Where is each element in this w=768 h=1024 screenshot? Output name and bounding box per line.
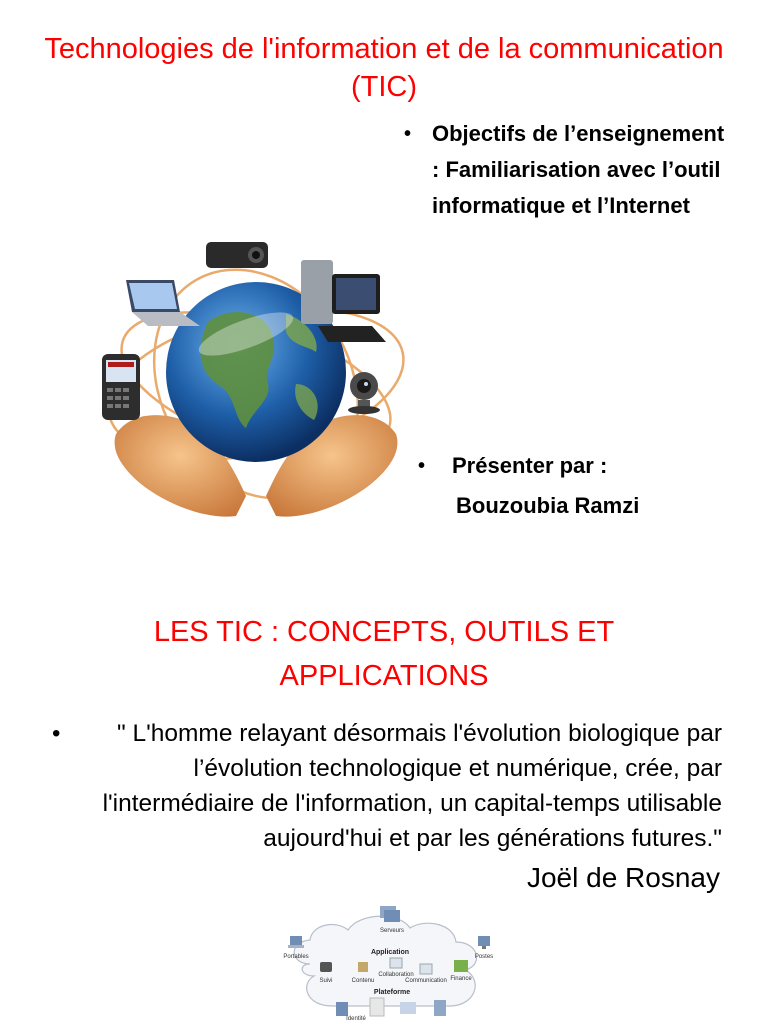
label-contenu: Contenu: [351, 978, 375, 984]
label-postes: Postes: [474, 954, 494, 960]
quote-text: " L'homme relayant désormais l'évolution biologique par l’évolution technologique et numérique, crée, par l'intermédiaire de l'information, un capital-temps utilisable aujourd'hui et par les générations futures.": [102, 720, 722, 852]
cloud-diagram: [270, 902, 510, 1024]
webcam-icon: [348, 372, 380, 414]
label-application: Application: [370, 949, 410, 956]
page-title: Technologies de l'information et de la communication (TIC): [44, 33, 724, 103]
desktop-postes-icon: [478, 936, 490, 949]
label-collaboration: Collaboration: [378, 972, 414, 978]
section-title: LES TIC : CONCEPTS, OUTILS ET APPLICATIONS: [153, 616, 615, 692]
label-plateforme: Plateforme: [373, 989, 411, 996]
laptop-icon: [126, 280, 200, 326]
label-identite: Identité: [346, 1016, 366, 1022]
presenter-label: Présenter par :: [452, 453, 608, 478]
globe-illustration: [96, 234, 416, 526]
presenter-block: [418, 448, 748, 524]
objectives-block: [404, 116, 734, 224]
portable-laptop-icon: [288, 936, 304, 948]
quote-bullet: •: [52, 720, 61, 747]
presenter-bullet: •: [418, 455, 426, 477]
objectives-bullet: •: [404, 123, 412, 145]
presenter-name: Bouzoubia Ramzi: [456, 493, 640, 518]
label-serveurs: Serveurs: [379, 928, 405, 934]
label-portables: Portables: [283, 954, 309, 960]
projector-icon: [206, 242, 268, 268]
objectives-text: Objectifs de l’enseignement : Familiarisation avec l’outil informatique et l’Internet: [432, 121, 725, 218]
label-suivi: Suivi: [319, 978, 333, 984]
label-finance: Finance: [450, 976, 472, 982]
label-communication: Communication: [405, 978, 447, 984]
smartphone-icon: [102, 354, 140, 420]
quote-author: Joël de Rosnay: [526, 862, 720, 893]
